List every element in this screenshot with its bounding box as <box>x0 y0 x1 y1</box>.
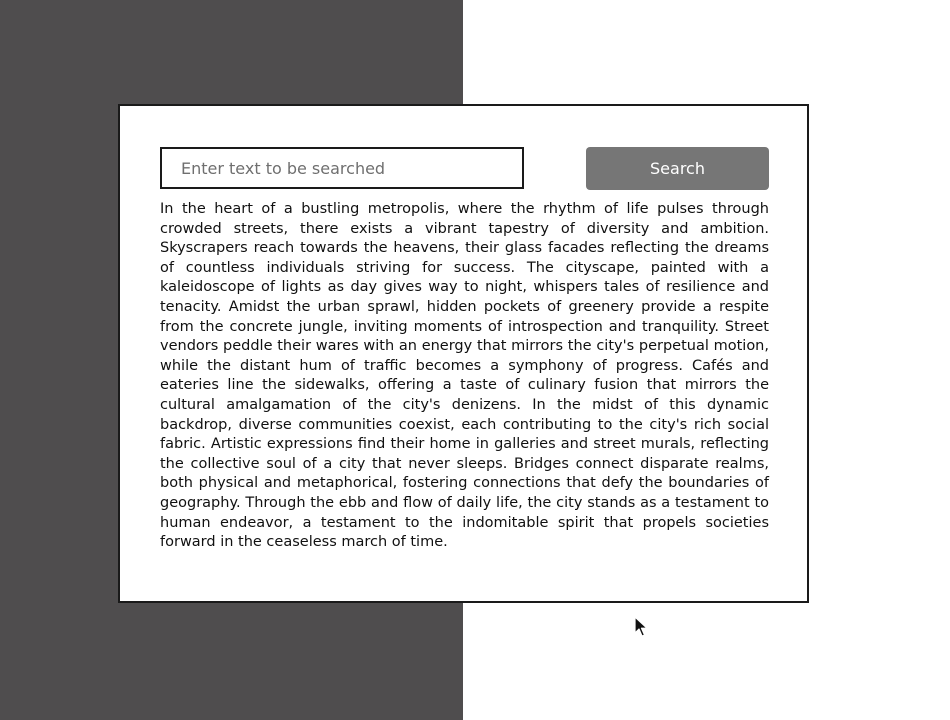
mouse-pointer-icon <box>634 616 648 638</box>
search-card <box>118 104 809 603</box>
search-button[interactable]: Search <box>586 147 769 190</box>
content-paragraph: In the heart of a bustling metropolis, where the rhythm of life pulses through crowded streets, there exists a vibrant tapestry of diversity and ambition. Skyscrapers reach towards the heavens, their glass facades reflecting the dreams of countless individuals striving for success. The cityscape, painted with a kaleidoscope of lights as day gives way to night, whispers tales of resilience and tenacity. Amidst the urban sprawl, hidden pockets of greenery provide a respite from the concrete jungle, inviting moments of introspection and tranquility. Street vendors peddle their wares with an energy that mirrors the city's perpetual motion, while the distant hum of traffic becomes a symphony of progress. Cafés and eateries line the sidewalks, offering a taste of culinary fusion that mirrors the cultural amalgamation of the city's denizens. In the midst of this dynamic backdrop, diverse communities coexist, each contributing to the city's rich social fabric. Artistic expressions find their home in galleries and street murals, reflecting the collective soul of a city that never sleeps. Bridges connect disparate realms, both physical and metaphorical, fostering connections that defy the boundaries of geography. Through the ebb and flow of daily life, the city stands as a testament to human endeavor, a testament to the indomitable spirit that propels societies forward in the ceaseless march of time. <box>160 201 769 551</box>
search-input[interactable] <box>160 147 524 189</box>
